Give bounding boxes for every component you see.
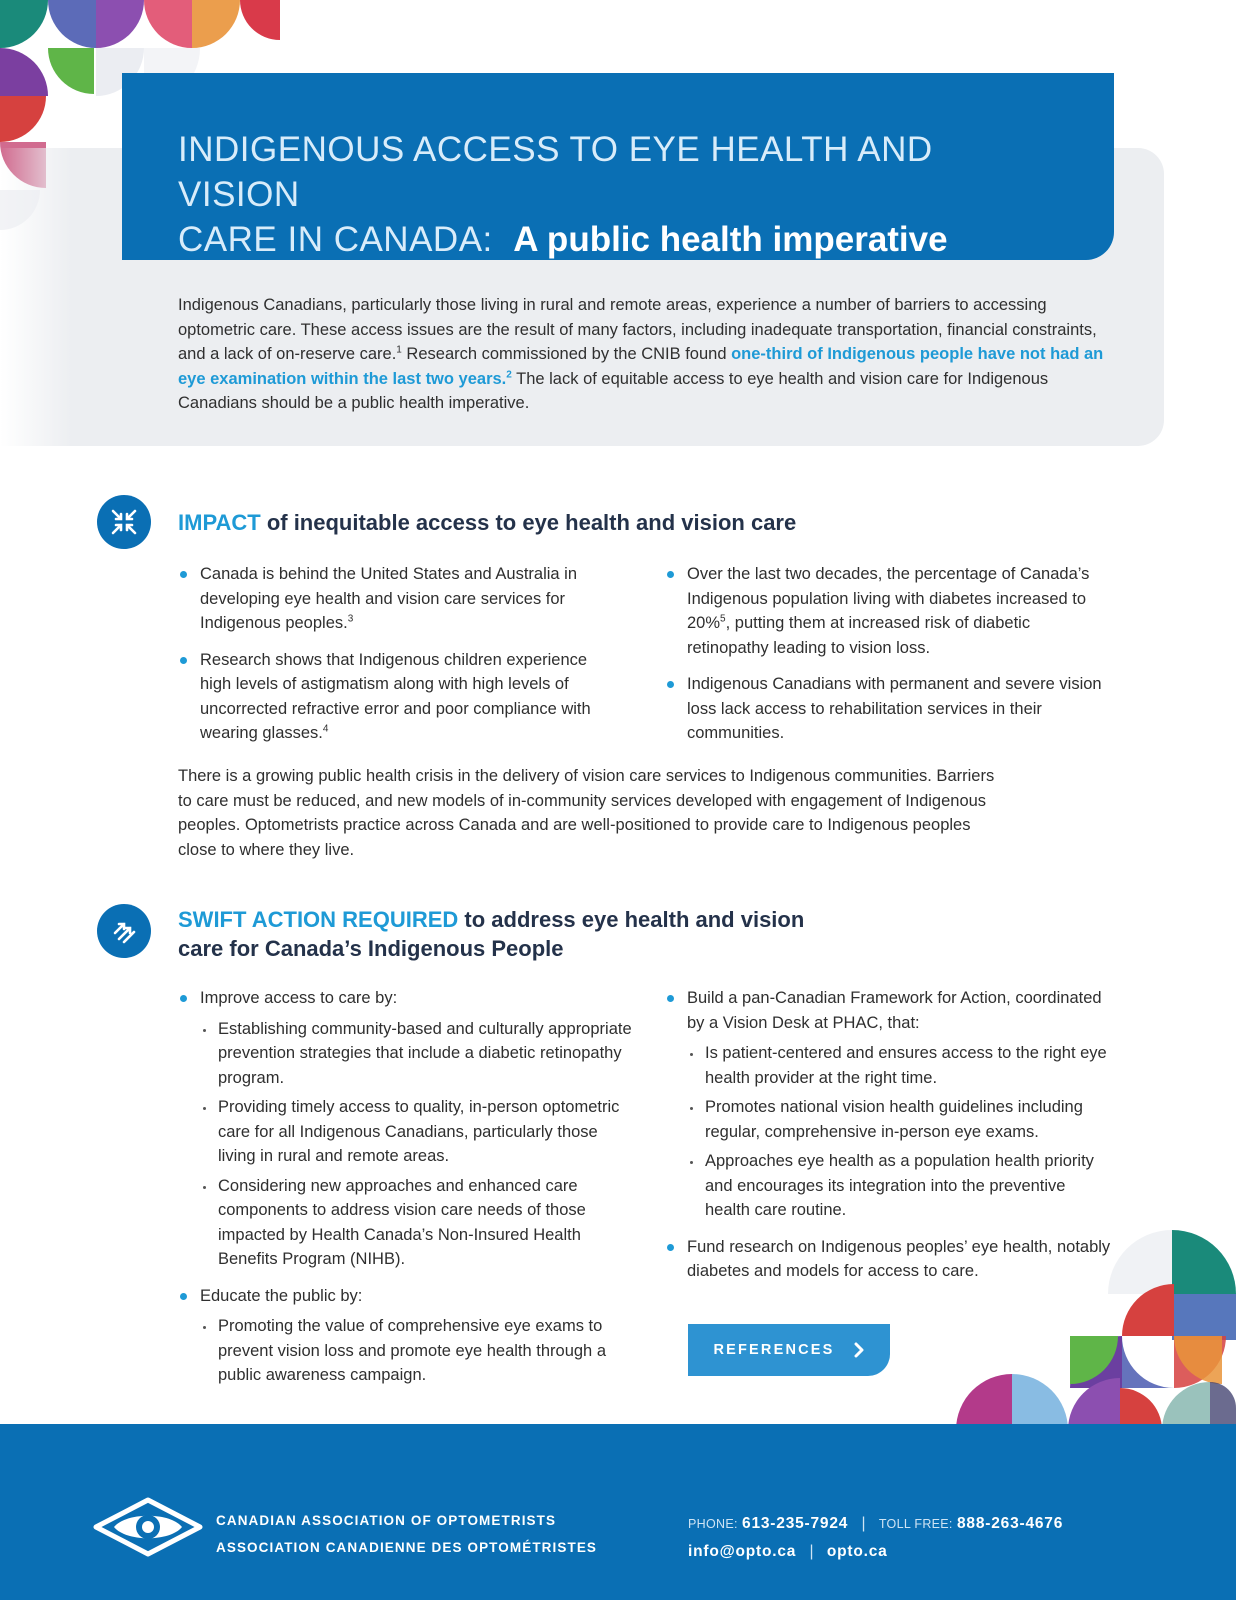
list-item bbox=[665, 562, 1113, 660]
organization-name-fr: ASSOCIATION CANADIENNE DES OPTOMÉTRISTES bbox=[216, 1540, 598, 1555]
phone-number[interactable]: 613-235-7924 bbox=[742, 1515, 849, 1532]
contact-info bbox=[688, 1510, 1063, 1566]
list-item-text: Educate the public by: bbox=[200, 1286, 363, 1305]
sub-list-item: Promoting the value of comprehensive eye exams to prevent vision loss and promote eye health through a public awareness campaign. bbox=[200, 1314, 633, 1388]
organization-name-en: CANADIAN ASSOCIATION OF OPTOMETRISTS bbox=[216, 1513, 557, 1528]
references-button[interactable] bbox=[688, 1324, 890, 1376]
footnote-4: 4 bbox=[322, 723, 329, 735]
sub-list-item: Promotes national vision health guidelines including regular, comprehensive in-person eye exams. bbox=[687, 1095, 1113, 1144]
sub-list-item: Establishing community-based and culturally appropriate prevention strategies that include a diabetic retinopathy program. bbox=[200, 1017, 633, 1091]
list-item bbox=[665, 672, 1113, 746]
sub-list-item: Providing timely access to quality, in-person optometric care for all Indigenous Canadians, particularly those living in rural and remote areas. bbox=[200, 1095, 633, 1169]
footnote-1: 1 bbox=[396, 344, 402, 356]
separator: | bbox=[861, 1515, 866, 1532]
page-title-line-2 bbox=[178, 217, 1058, 262]
impact-right-list bbox=[665, 562, 1113, 758]
list-item-text: Fund research on Indigenous peoples’ eye health, notably diabetes and models for access to care. bbox=[687, 1237, 1111, 1280]
references-button-label: REFERENCES bbox=[713, 1342, 835, 1358]
sub-list bbox=[687, 1041, 1113, 1223]
title-banner bbox=[122, 73, 1114, 260]
upward-arrows-icon bbox=[97, 904, 151, 958]
page-title-line-1: INDIGENOUS ACCESS TO EYE HEALTH AND VISION bbox=[178, 130, 933, 214]
phone-label: PHONE: bbox=[688, 1517, 738, 1531]
list-item bbox=[178, 986, 633, 1272]
page-title-light: CARE IN CANADA: bbox=[178, 220, 493, 259]
inward-arrows-icon bbox=[97, 495, 151, 549]
chevron-right-icon bbox=[853, 1342, 865, 1358]
impact-heading bbox=[178, 508, 796, 537]
intro-text-c: The lack of equitable access to eye health and vision care for Indigenous Canadians should be a public health imperative. bbox=[178, 369, 1049, 412]
list-item-text: Canada is behind the United States and Australia in developing eye health and vision care services for Indigenous peoples. bbox=[200, 565, 578, 632]
list-item bbox=[178, 1284, 633, 1388]
sub-list-item: Approaches eye health as a population health priority and encourages its integration into the preventive health care routine. bbox=[687, 1149, 1113, 1223]
action-left-list bbox=[178, 986, 633, 1400]
intro-panel-fade bbox=[0, 148, 72, 446]
list-item bbox=[178, 648, 610, 746]
website-link[interactable]: opto.ca bbox=[826, 1543, 888, 1560]
footnote-5: 5 bbox=[720, 613, 726, 625]
page-title-bold: A public health imperative bbox=[513, 220, 948, 259]
list-item bbox=[665, 986, 1113, 1223]
intro-text-a: Indigenous Canadians, particularly those living in rural and remote areas, experience a number of barriers to accessing optometric care. These access issues are the result of many factors, including inadequate transportation, financial constraints, and a lack of on-reserve care. bbox=[178, 296, 1097, 363]
impact-heading-accent: IMPACT bbox=[178, 510, 261, 535]
footer bbox=[0, 1424, 1236, 1600]
list-item-text: Improve access to care by: bbox=[200, 989, 398, 1007]
intro-highlight: one-third of Indigenous people have not had an eye examination within the last two years. bbox=[178, 345, 1104, 388]
impact-heading-rest: of inequitable access to eye health and vision care bbox=[260, 510, 797, 535]
sub-list bbox=[200, 1314, 633, 1388]
action-heading bbox=[178, 905, 804, 963]
list-item-text: Research shows that Indigenous children experience high levels of astigmatism along with high levels of uncorrected refractive error and poor compliance with wearing glasses. bbox=[200, 650, 591, 742]
sub-list-item: Is patient-centered and ensures access to the right eye health provider at the right time. bbox=[687, 1041, 1113, 1090]
footnote-2: 2 bbox=[506, 369, 512, 380]
email-link[interactable]: info@opto.ca bbox=[688, 1543, 797, 1560]
intro-paragraph bbox=[178, 293, 1128, 416]
sub-list bbox=[200, 1017, 633, 1272]
list-item bbox=[178, 562, 610, 636]
sub-list-item: Considering new approaches and enhanced care components to address vision care needs of those impacted by Health Canada’s Non-Insured Health Benefits Program (NIHB). bbox=[200, 1174, 633, 1272]
impact-paragraph: There is a growing public health crisis in the delivery of vision care services to Indigenous communities. Barriers to care must be reduced, and new models of in-community services developed with engagement of Indigenous peoples. Optometrists practice across Canada and are well-positioned to provide care to Indigenous peoples close to where they live. bbox=[178, 767, 995, 859]
list-item-text: Build a pan-Canadian Framework for Action, coordinated by a Vision Desk at PHAC, that: bbox=[687, 989, 1102, 1032]
impact-left-list bbox=[178, 562, 610, 758]
footnote-3: 3 bbox=[347, 613, 354, 625]
intro-text-b: Research commissioned by the CNIB found bbox=[401, 345, 732, 363]
decorative-pattern-bottom-right bbox=[936, 1230, 1236, 1430]
action-heading-rest-2: care for Canada’s Indigenous People bbox=[178, 936, 564, 961]
list-item-text: Indigenous Canadians with permanent and severe vision loss lack access to rehabilitation services in their communities. bbox=[687, 675, 1102, 742]
list-item-text: Over the last two decades, the percentage of Canada’s Indigenous population living with diabetes increased to 20% bbox=[687, 565, 1090, 632]
toll-free-label: TOLL FREE: bbox=[878, 1517, 953, 1531]
list-item-text: , putting them at increased risk of diabetic retinopathy leading to vision loss. bbox=[687, 614, 1031, 657]
toll-free-number[interactable]: 888-263-4676 bbox=[957, 1515, 1064, 1532]
action-heading-accent: SWIFT ACTION REQUIRED bbox=[178, 907, 459, 932]
organization-name bbox=[216, 1507, 597, 1561]
eye-logo-icon bbox=[92, 1496, 204, 1558]
separator: | bbox=[809, 1543, 814, 1560]
action-heading-rest: to address eye health and vision bbox=[458, 907, 805, 932]
